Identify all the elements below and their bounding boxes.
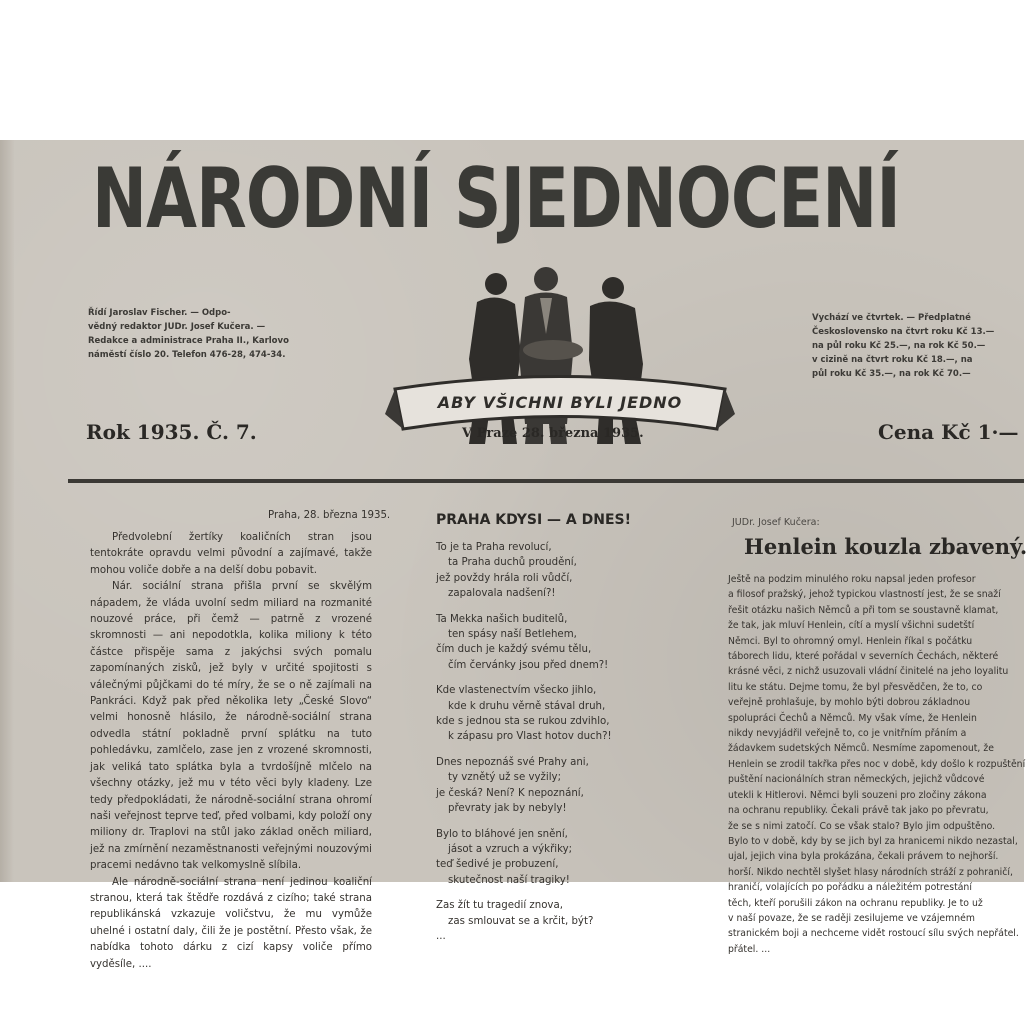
article-line: že se s nimi zatočí. Co se však stalo? Bylo jim odpuštěno. [728,820,996,832]
poem-line: ten spásy naší Betlehem, [448,629,577,641]
article-line: řešit otázku našich Němců a při tom se soustavně klamat, [728,604,999,616]
article-paragraph: Předvolební žertíky koaličních stran jsou tentokráte opravdu velmi původní a zajímavé, takže mohou voliče dobře a na delší dobu pobavit. [90,532,372,576]
article-line: Ještě na podzim minulého roku napsal jeden profesor [728,574,976,585]
poem-line: kde k druhu věrně stával druh, [448,700,606,712]
poem-line: ta Praha duchů proudění, [448,557,577,569]
article-line: spolupráci Čechů a Němců. My však víme, že Henlein [728,712,977,724]
article-line: Henlein se zrodil takřka přes noc v době, kdy došlo k rozpuštění [728,758,1026,770]
newspaper-page [0,140,1028,970]
subscription-info-line: Vychází ve čtvrtek. — Předplatné [812,313,971,323]
poem-title: PRAHA KDYSI — A DNES! [436,512,632,528]
article-paragraph: Nár. sociální strana přišla první se skvělým nápadem, že vláda uvolní sedm miliard na rozmanité nouzové práce, při čemž — patrně z vrozené skromnosti — ani nepodotkla, kolika miliony k této částce přispěje sama z jakýchsi svých pomalu zapomínaných zisků, jež byly v určité spojitosti s válečnými půjčkami do té míry, že se o ně zajímali na Pankráci. Když pak před několika lety „České Slovo“ velmi honosně hlásilo, že národně-sociální strana odvedla státní pokladně první splátku na tuto pohledávku, zamlčelo, zase jen z vrozené skromnosti, jak veliká tato splátka byla a tvrdošíjně mlčelo na všechny otázky, jež mu v této věci byly kladeny. Lze tedy předpokládati, že národně-sociální strana ohromí naši veřejnost teprve teď, před volbami, kdy položí ony miliony dr. Traplovi na stůl jako základ oněch miliard, jež na zmírnění nezaměstnanosti veřejnými nouzovými pracemi nedávno tak velkomyslně slíbila. [90,581,372,872]
poem-line: ... [436,930,446,942]
editorial-info-line: Řídí Jaroslav Fischer. — Odpo- [88,308,231,318]
poem-line: jásot a vzruch a výkřiky; [448,843,573,855]
article-byline: JUDr. Josef Kučera: [732,517,820,528]
editorial-info-line: Redakce a administrace Praha II., Karlovo [88,336,289,346]
poem-line: skutečnost naší tragiky! [448,874,570,886]
issue-date: V Praze 28. března 1935. [462,426,644,441]
poem-stanza [436,827,696,889]
emblem-motto: ABY VŠICHNI BYLI JEDNO [437,393,683,412]
poem-line: k zápasu pro Vlast hotov duch?! [448,731,612,743]
article-line: těch, kteří porušili zákon na ochranu republiky. Je to už [728,897,983,909]
poem-stanza [436,612,696,674]
poem-line: čím červánky jsou před dnem?! [448,659,609,671]
poem-line: Kde vlastenectvím všecko jihlo, [436,685,597,697]
poem-line: jež povždy hrála roli vůdčí, [436,572,573,584]
editorial-info [88,306,310,362]
masthead-title: NÁRODNÍ SJEDNOCENÍ [92,150,900,247]
subscription-info [812,311,1027,381]
article-line: a filosof pražský, jehož typickou vlastností jest, že se snaží [728,589,1001,601]
header-rule [68,479,1024,483]
left-article [90,512,372,973]
article-line: Němci. Byl to ohromný omyl. Henlein říkal s počátku [728,635,973,647]
article-line: litu ke státu. Dejme tomu, že byl přesvědčen, že to, co [728,681,983,693]
article-line: horší. Nikdo nechtěl slyšet hlasy národních stráží z pohraničí, [728,866,1013,878]
article-line: na ochranu republiky. Čekali právě tak jako po převratu, [728,805,989,817]
article-line: táborech lidu, které pořádal v severních Čechách, některé [728,651,999,663]
poem-line: kde s jednou sta se rukou zdvihlo, [436,716,610,728]
poem-line: zas smlouvat se a krčit, být? [448,915,594,927]
article-line: utekli k Hitlerovi. Němci byli souzeni pro zločiny zákona [728,789,987,801]
article-line: hraničí, volajících po pořádku a náležitém potrestání [728,882,972,894]
article-line: nikdy nevyjádřil veřejně to, co je vnitřním přáním a [728,728,967,740]
poem-line: Dnes nepoznáš své Prahy ani, [436,756,589,768]
poem-stanza [436,898,696,944]
subscription-info-line: půl roku Kč 35.—, na rok Kč 70.— [812,369,971,379]
editorial-info-line: náměstí číslo 20. Telefon 476-28, 474-34. [88,350,286,360]
subscription-info-line: v cizině na čtvrt roku Kč 18.—, na [812,355,973,365]
poem-line: Bylo to bláhové jen snění, [436,828,568,840]
issue-price: Cena Kč 1·— [878,420,1019,444]
poem-line: čím duch je každý svému tělu, [436,644,592,656]
article-headline: Henlein kouzla zbavený. [744,534,1028,559]
article-line: žádavkem sudetských Němců. Nesmíme zapomenout, že [728,743,994,755]
three-men-handshake-emblem [385,264,735,444]
subscription-info-line: Československo na čtvrt roku Kč 13.— [812,327,995,337]
poem-line: Ta Mekka našich buditelů, [436,613,568,625]
paper-edge [0,140,14,882]
poem-line: teď šedivé je probuzení, [436,859,559,871]
poem-line: To je ta Praha revolucí, [436,542,552,553]
right-article [728,572,1028,957]
poem-stanza [436,755,696,817]
article-line: krásné věci, z nichž usuzovali vládní činitelé na jeho loyalitu [728,666,1009,678]
poem-line: zapalovala nadšení?! [448,588,556,600]
article-line: přátel. ... [728,943,771,955]
poem [436,540,696,954]
article-line: Bylo to v době, kdy by se jich byl za hranicemi nikdo nezastal, [728,835,1018,847]
article-dateline: Praha, 28. března 1935. [268,510,391,521]
article-paragraph: Ale národně-sociální strana není jedinou koaliční stranou, která tak štědře rozdává z cizího; také strana republikánská vzkazuje voličstvu, že mu vymůže uhelné i ostatní daly, čili že je postětní. Přesto však, že nabídka tohoto dárku z cizí kapsy voliče přímo vyděsíle, .... [90,876,372,970]
poem-line: Zas žít tu tragedií znova, [436,900,563,912]
poem-stanza [436,683,696,745]
poem-stanza [436,540,696,602]
article-line: ujal, jejich vina byla prokázána, čekali právem to nejhorší. [728,851,999,863]
editorial-info-line: vědný redaktor JUDr. Josef Kučera. — [88,322,266,332]
article-line: stranickém boji a nechceme vidět rostoucí sílu svých nepřátel. [728,928,1019,940]
article-line: veřejně prohlašuje, by mohlo býti dobrou základnou [728,697,971,709]
subscription-info-line: na půl roku Kč 25.—, na rok Kč 50.— [812,341,986,351]
poem-line: převraty jak by nebyly! [448,803,567,815]
article-line: puštění nacionálních stran německých, jejichž vůdcové [728,774,985,786]
poem-line: je česká? Není? K nepoznání, [436,787,584,799]
issue-number: Rok 1935. Č. 7. [86,420,257,444]
article-line: v naší povaze, že se raději zesilujeme ve vzájemném [728,912,975,924]
article-line: že tak, jak mluví Henlein, cítí a myslí všichni sudetští [728,620,975,632]
poem-line: ty vznětý už se vyžily; [448,772,562,784]
